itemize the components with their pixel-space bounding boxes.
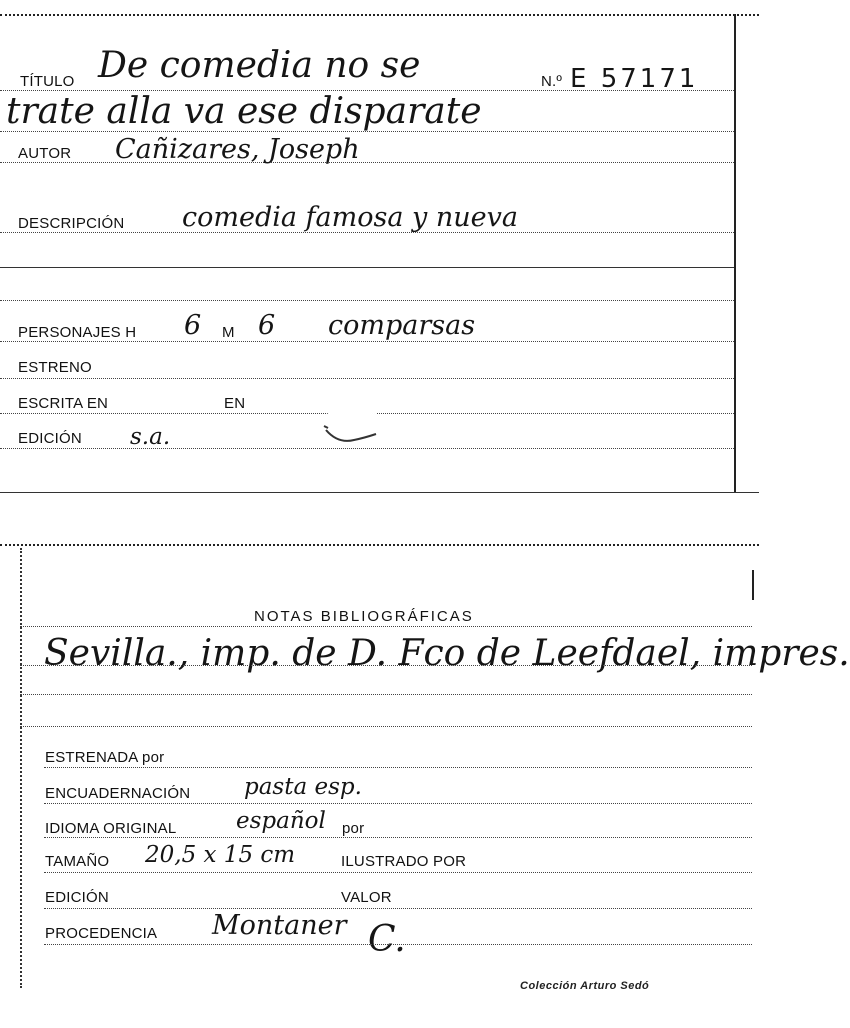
card-right-edge (734, 14, 736, 492)
ilustrado-label: ILUSTRADO POR (341, 853, 467, 870)
rule-line (0, 341, 734, 342)
encuadernacion-value: pasta esp. (244, 774, 362, 800)
idioma-por-label: por (342, 820, 365, 837)
catalog-card-notes (0, 540, 850, 1028)
en-label: EN (224, 395, 246, 412)
rule-line (20, 665, 752, 666)
rule-line (0, 378, 734, 379)
personajes-h-label: PERSONAJES H (18, 324, 137, 341)
descripcion-value: comedia famosa y nueva (182, 202, 518, 233)
card-right-edge (752, 570, 754, 600)
idioma-value: español (236, 808, 326, 834)
rule-line (44, 908, 752, 909)
idioma-label: IDIOMA ORIGINAL (45, 820, 177, 837)
rule-line (20, 626, 752, 627)
personajes-m-value: 6 (258, 310, 276, 341)
tamano-label: TAMAÑO (45, 853, 110, 870)
notas-text: Sevilla., imp. de D. Fco de Leefdael, impres. (44, 633, 850, 674)
procedencia-mark: C. (368, 919, 406, 960)
valor-label: VALOR (341, 889, 392, 906)
card-top-edge (0, 544, 759, 546)
estrenada-label: ESTRENADA por (45, 749, 165, 766)
card-bottom-edge (0, 492, 759, 493)
titulo-value-line2: trate alla va ese disparate (6, 91, 482, 132)
titulo-value-line1: De comedia no se (98, 45, 421, 86)
edicion-label: EDICIÓN (18, 430, 82, 447)
rule-line (0, 162, 734, 163)
rule-line (0, 300, 734, 301)
rule-line (20, 726, 752, 727)
comparsas-value: comparsas (328, 310, 476, 341)
tamano-value: 20,5 x 15 cm (145, 842, 296, 868)
rule-line (0, 448, 734, 449)
numero-label: N.º (541, 73, 563, 90)
rule-line (44, 944, 752, 945)
estreno-label: ESTRENO (18, 359, 92, 376)
catalog-card-main (0, 0, 759, 495)
autor-label: AUTOR (18, 145, 72, 162)
card-left-edge (20, 548, 22, 988)
card-top-edge (0, 14, 759, 16)
titulo-label: TÍTULO (20, 73, 75, 90)
personajes-m-label: M (222, 324, 235, 341)
descripcion-label: DESCRIPCIÓN (18, 215, 125, 232)
encuadernacion-label: ENCUADERNACIÓN (45, 785, 191, 802)
rule-line (44, 837, 752, 838)
rule-line (44, 767, 752, 768)
numero-value: E 57171 (570, 64, 699, 94)
notas-heading: NOTAS BIBLIOGRÁFICAS (254, 608, 474, 625)
coleccion-footer: Colección Arturo Sedó (520, 980, 650, 992)
personajes-h-value: 6 (184, 310, 202, 341)
rule-line (0, 267, 734, 268)
punch-hole-mark (318, 396, 388, 448)
procedencia-value: Montaner (212, 910, 347, 941)
edicion2-label: EDICIÓN (45, 889, 109, 906)
rule-line (44, 872, 752, 873)
edicion-value: s.a. (130, 424, 171, 450)
rule-line (20, 694, 752, 695)
escrita-en-label: ESCRITA EN (18, 395, 109, 412)
autor-value: Cañizares, Joseph (115, 134, 360, 165)
procedencia-label: PROCEDENCIA (45, 925, 158, 942)
rule-line (44, 803, 752, 804)
